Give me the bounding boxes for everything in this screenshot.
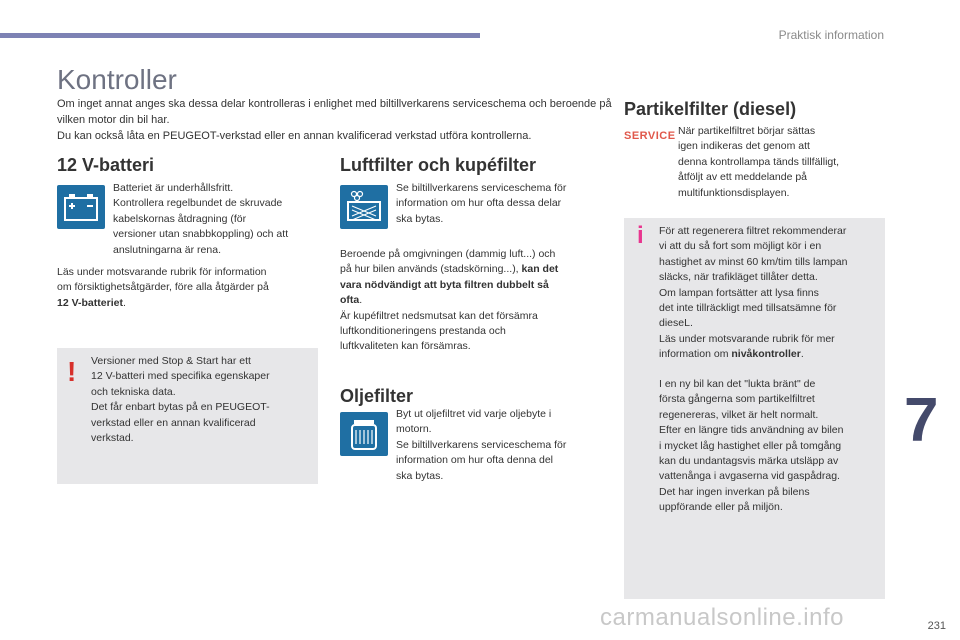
bold-text: kan det bbox=[521, 263, 559, 276]
text-line: information om hur ofta dessa delar bbox=[396, 197, 562, 210]
text-line: 12 V-batteri med specifika egenskaper bbox=[91, 370, 270, 383]
text-line: anslutningarna är rena. bbox=[113, 243, 221, 256]
text-line: Om lampan fortsätter att lysa finns bbox=[659, 286, 819, 299]
bold-text: vara nödvändigt att byta filtren dubbelt så bbox=[340, 278, 549, 291]
warning-box bbox=[57, 348, 318, 484]
battery-text bbox=[113, 181, 323, 258]
oil-filter-heading: Oljefilter bbox=[340, 386, 414, 406]
text-line: luftkonditioneringens prestanda och bbox=[340, 325, 506, 338]
punctuation: . bbox=[800, 348, 804, 361]
text-line: om försiktighetsåtgärder, före alla åtgärder på bbox=[57, 281, 269, 294]
text-line bbox=[340, 278, 602, 293]
watermark: carmanualsonline.info bbox=[600, 604, 844, 631]
text-line: Läs under motsvarande rubrik för mer bbox=[659, 332, 835, 345]
bold-text: nivåkontroller bbox=[731, 348, 801, 361]
intro-text bbox=[57, 97, 617, 145]
battery-reference bbox=[57, 265, 317, 311]
text-line bbox=[659, 347, 881, 362]
battery-icon bbox=[57, 185, 105, 229]
text-line: Är kupéfiltret nedsmutsat kan det försämra bbox=[340, 309, 538, 322]
info-box bbox=[624, 218, 885, 599]
text-line: Det har ingen inverkan på bilens bbox=[659, 485, 810, 498]
oil-filter-icon bbox=[340, 412, 388, 456]
service-warning-icon: SERVICE bbox=[624, 130, 676, 142]
text-line: Det får enbart bytas på en PEUGEOT- bbox=[91, 401, 270, 414]
text-line: kabelskornas åtdragning (för bbox=[113, 212, 247, 225]
particle-filter-text bbox=[678, 124, 888, 201]
text-line: Efter en längre tids användning av bilen bbox=[659, 424, 844, 437]
text-line: släcks, när trafikläget tillåter detta. bbox=[659, 271, 818, 284]
info-text-smell bbox=[659, 377, 881, 516]
text-line: i mycket låg hastighet eller på tomgång bbox=[659, 439, 842, 452]
text-line: hastighet av minst 60 km/tim tills lampan bbox=[659, 255, 848, 268]
text-line: Se biltillverkarens serviceschema för bbox=[396, 438, 567, 451]
text-line: Byt ut oljefiltret vid varje oljebyte i bbox=[396, 408, 552, 420]
text-line: ska bytas. bbox=[396, 469, 444, 482]
text-line: det inte tillräckligt med tillsatsämne för bbox=[659, 302, 837, 315]
text-line: Kontrollera regelbundet de skruvade bbox=[113, 197, 283, 210]
text-line: Versioner med Stop & Start har ett bbox=[91, 355, 251, 367]
text-line: och tekniska data. bbox=[91, 385, 176, 398]
text-line: När partikelfiltret börjar sättas bbox=[678, 125, 816, 137]
intro-paragraph-1: Om inget annat anges ska dessa delar kontrolleras i enlighet med biltillverkarens serviceschema och beroende på vilken motor din bil har. bbox=[57, 98, 612, 126]
text-line: dieseL. bbox=[659, 317, 693, 330]
particle-filter-heading: Partikelfilter (diesel) bbox=[624, 99, 797, 119]
text-line: Batteriet är underhållsfritt. bbox=[113, 182, 234, 194]
text-line: luftkvaliteten kan försämras. bbox=[340, 340, 471, 353]
text-line bbox=[340, 293, 602, 308]
text-line: information om hur ofta denna del bbox=[396, 454, 554, 467]
info-text-regeneration bbox=[659, 224, 881, 363]
oil-filter-text bbox=[396, 407, 606, 484]
text-line: verkstad. bbox=[91, 432, 134, 445]
page-number: 231 bbox=[927, 620, 946, 632]
punctuation: . bbox=[359, 294, 363, 307]
intro-paragraph-2: Du kan också låta en PEUGEOT-verkstad eller en annan kvalificerad verkstad utföra kontrollerna. bbox=[57, 130, 532, 142]
battery-link-text: 12 V-batteriet bbox=[57, 296, 123, 309]
text-line: denna kontrollampa tänds tillfälligt, bbox=[678, 155, 840, 168]
text-line: Läs under motsvarande rubrik för information bbox=[57, 266, 267, 278]
text-line: kan du undantagsvis märka utsläpp av bbox=[659, 455, 839, 468]
text-line: regenereras, vilket är helt normalt. bbox=[659, 408, 819, 421]
text-line: motorn. bbox=[396, 423, 432, 436]
text-line: versioner utan snabbkoppling) och att bbox=[113, 228, 289, 241]
filter-text bbox=[396, 181, 606, 227]
bold-text: ofta bbox=[340, 294, 360, 307]
text-line: multifunktionsdisplayen. bbox=[678, 186, 790, 199]
filter-details bbox=[340, 247, 602, 355]
header-rule bbox=[0, 33, 480, 38]
section-title: Praktisk information bbox=[778, 28, 884, 42]
info-icon: i bbox=[637, 222, 644, 249]
warning-text bbox=[91, 354, 313, 446]
text-line: vattenånga i avgaserna vid gaspådrag. bbox=[659, 470, 840, 483]
text-span: information om bbox=[659, 348, 729, 361]
filter-heading: Luftfilter och kupéfilter bbox=[340, 155, 537, 175]
text-line: verkstad eller en annan kvalificerad bbox=[91, 416, 256, 429]
text-line: Se biltillverkarens serviceschema för bbox=[396, 182, 567, 194]
text-line bbox=[57, 296, 317, 311]
text-line: vi att du så fort som möjligt kör i en bbox=[659, 240, 822, 253]
page-title: Kontroller bbox=[57, 64, 177, 95]
punctuation: . bbox=[122, 296, 126, 309]
text-line: ska bytas. bbox=[396, 212, 444, 225]
text-line: igen indikeras det genom att bbox=[678, 140, 810, 153]
chapter-number: 7 bbox=[904, 386, 939, 455]
text-span: på hur bilen används (stadskörning...), bbox=[340, 263, 519, 276]
text-line: Beroende på omgivningen (dammig luft...) och bbox=[340, 248, 556, 260]
air-filter-icon bbox=[340, 185, 388, 229]
text-line: För att regenerera filtret rekommenderar bbox=[659, 225, 847, 237]
warning-icon: ! bbox=[67, 356, 77, 387]
text-line: I en ny bil kan det "lukta bränt" de bbox=[659, 378, 816, 390]
text-line: uppförande eller på miljön. bbox=[659, 501, 783, 514]
battery-heading: 12 V-batteri bbox=[57, 155, 155, 175]
text-line bbox=[340, 262, 602, 277]
text-line: första gångerna som partikelfiltret bbox=[659, 393, 815, 406]
text-line: åtföljt av ett meddelande på bbox=[678, 171, 808, 184]
